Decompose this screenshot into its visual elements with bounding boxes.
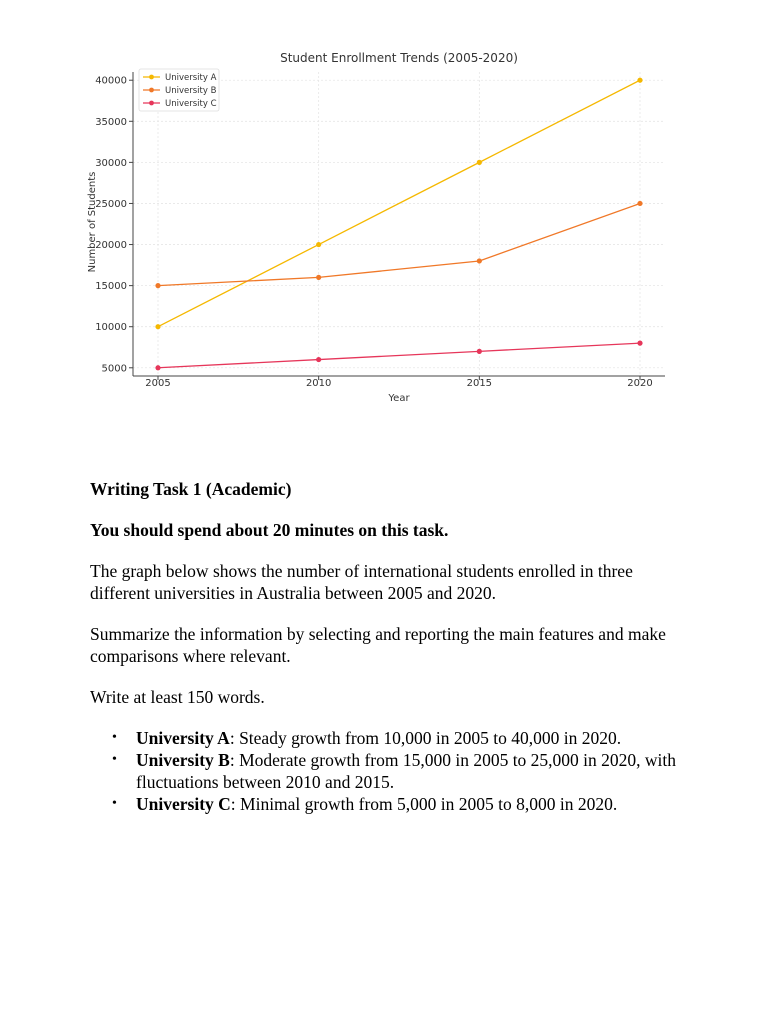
task-instruction: Summarize the information by selecting and reporting the main features and make comparisons where relevant. <box>90 624 666 666</box>
data-point <box>316 275 321 280</box>
data-point <box>155 365 160 370</box>
bullet-text: : Steady growth from 10,000 in 2005 to 40,000 in 2020. <box>229 728 622 748</box>
bullet-label: University C <box>136 794 231 814</box>
bullet-item-university-c <box>112 793 690 815</box>
summary-bullet-list <box>90 727 690 815</box>
chart-axes <box>95 72 665 389</box>
bullet-text: : Minimal growth from 5,000 in 2005 to 8,000 in 2020. <box>230 794 618 814</box>
data-point <box>155 283 160 288</box>
x-tick-label: 2010 <box>305 378 332 389</box>
legend-swatch-marker <box>149 101 154 106</box>
bullet-label: University A <box>136 728 230 748</box>
data-point <box>477 258 482 263</box>
data-point <box>316 357 321 362</box>
data-point <box>637 78 642 83</box>
y-tick-label: 25000 <box>95 198 127 210</box>
enrollment-line-chart <box>0 0 768 420</box>
data-point <box>637 341 642 346</box>
y-tick-label: 5000 <box>101 363 127 375</box>
data-point <box>155 324 160 329</box>
task-document <box>90 478 690 815</box>
bullet-text: : Moderate growth from 15,000 in 2005 to 25,000 in 2020, with fluctuations between 2010 and 2015. <box>136 750 677 792</box>
task-heading: Writing Task 1 (Academic) <box>90 479 292 499</box>
legend-label: University C <box>165 99 217 109</box>
y-tick-label: 35000 <box>95 116 127 128</box>
y-tick-label: 10000 <box>95 322 127 334</box>
bullet-marker: • <box>112 752 117 767</box>
legend-swatch-marker <box>149 88 154 93</box>
legend-label: University A <box>165 73 217 83</box>
data-point <box>316 242 321 247</box>
time-instruction: You should spend about 20 minutes on this task. <box>90 520 449 540</box>
legend-swatch-marker <box>149 75 154 80</box>
data-point <box>477 160 482 165</box>
data-point <box>637 201 642 206</box>
bullet-label: University B <box>136 750 230 770</box>
x-tick-label: 2015 <box>466 378 493 389</box>
y-tick-label: 20000 <box>95 240 127 252</box>
chart-grid <box>133 72 665 376</box>
data-point <box>477 349 482 354</box>
y-tick-label: 30000 <box>95 157 127 169</box>
x-tick-label: 2020 <box>627 378 653 389</box>
y-tick-label: 40000 <box>95 75 127 87</box>
series-line-3 <box>158 343 640 368</box>
bullet-marker: • <box>112 730 117 745</box>
legend-label: University B <box>165 86 217 96</box>
y-tick-label: 15000 <box>95 281 127 293</box>
bullet-item-university-a <box>112 727 690 749</box>
x-tick-label: 2005 <box>145 378 171 389</box>
y-axis-label: Number of Students <box>87 171 98 273</box>
bullet-marker: • <box>112 796 117 811</box>
task-prompt: The graph below shows the number of international students enrolled in three different universities in Australia between 2005 and 2020. <box>90 561 633 603</box>
bullet-item-university-b <box>112 749 690 793</box>
chart-legend <box>139 69 219 111</box>
chart-title: Student Enrollment Trends (2005-2020) <box>280 51 518 65</box>
x-axis-label: Year <box>388 393 410 404</box>
word-count-instruction: Write at least 150 words. <box>90 687 265 707</box>
